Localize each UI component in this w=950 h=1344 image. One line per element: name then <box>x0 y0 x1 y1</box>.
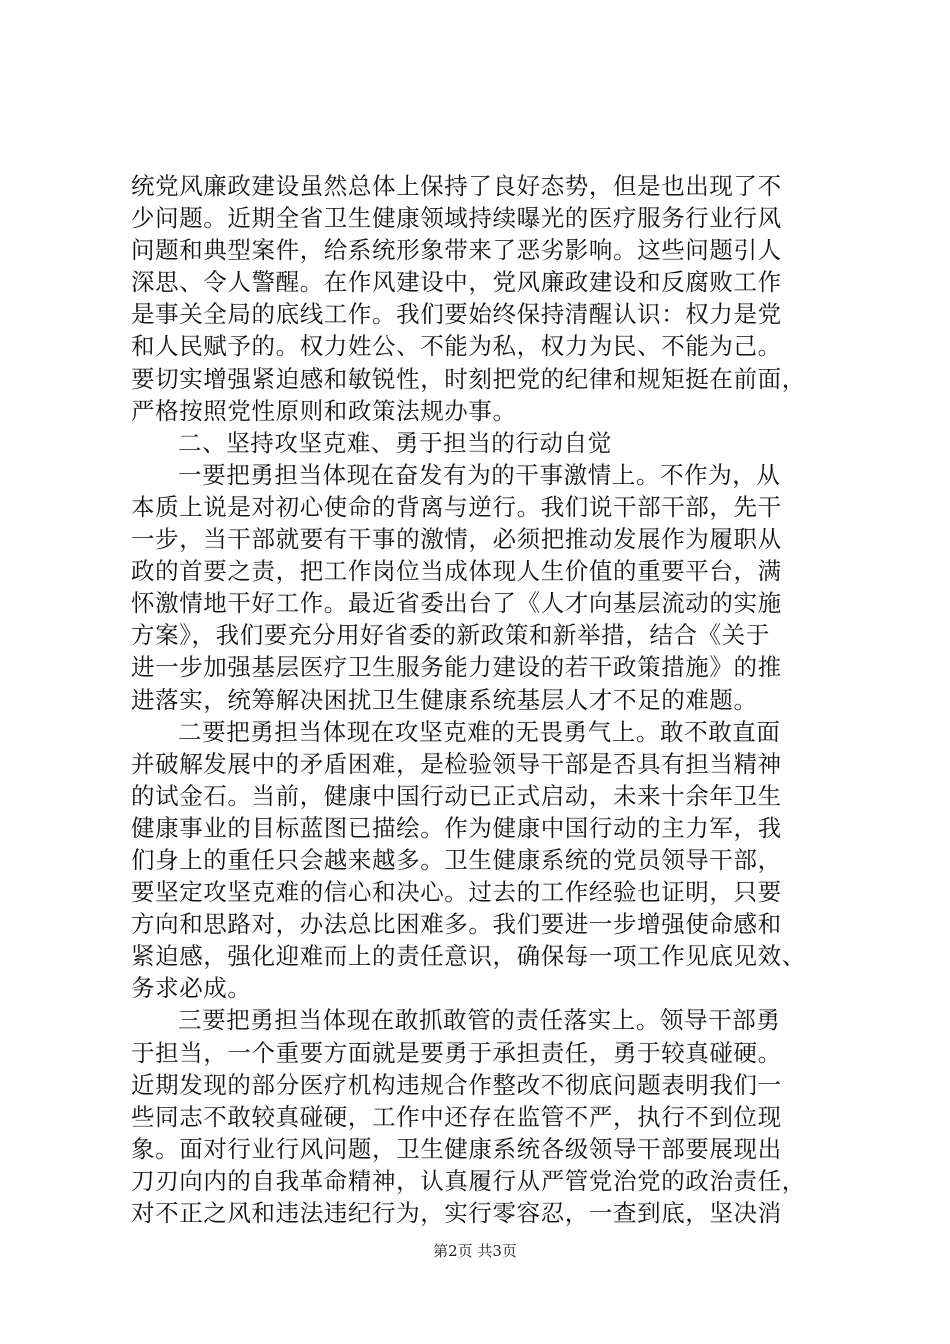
text-line: 进落实，统筹解决困扰卫生健康系统基层人才不足的难题。 <box>131 685 758 714</box>
text-line: 刀刃向内的自我革命精神，认真履行从严管党治党的政治责任， <box>131 1166 806 1195</box>
text-line: 象。面对行业行风问题，卫生健康系统各级领导干部要展现出 <box>131 1134 782 1163</box>
text-line: 方案》，我们要充分用好省委的新政策和新举措，结合《关于 <box>131 621 770 650</box>
text-line: 的试金石。当前，健康中国行动已正式启动，未来十余年卫生 <box>131 781 782 810</box>
text-line: 健康事业的目标蓝图已描绘。作为健康中国行动的主力军，我 <box>131 813 782 842</box>
text-line: 一要把勇担当体现在奋发有为的干事激情上。不作为，从 <box>178 460 781 489</box>
text-line: 怀激情地干好工作。最近省委出台了《人才向基层流动的实施 <box>131 589 782 618</box>
text-line: 对不正之风和违法违纪行为，实行零容忍，一查到底，坚决消 <box>131 1199 782 1227</box>
text-line: 问题和典型案件，给系统形象带来了恶劣影响。这些问题引人 <box>131 236 782 265</box>
text-line: 政的首要之责，把工作岗位当成体现人生价值的重要平台，满 <box>131 557 782 586</box>
text-line: 方向和思路对，办法总比困难多。我们要进一步增强使命感和 <box>131 910 782 939</box>
text-line: 近期发现的部分医疗机构违规合作整改不彻底问题表明我们一 <box>131 1070 782 1099</box>
text-line: 进一步加强基层医疗卫生服务能力建设的若干政策措施》的推 <box>131 653 782 682</box>
text-line: 紧迫感，强化迎难而上的责任意识，确保每一项工作见底见效、 <box>131 942 806 971</box>
text-line: 们身上的重任只会越来越多。卫生健康系统的党员领导干部， <box>131 845 782 874</box>
text-line: 二要把勇担当体现在攻坚克难的无畏勇气上。敢不敢直面 <box>178 717 781 746</box>
text-line: 二、坚持攻坚克难、勇于担当的行动自觉 <box>178 428 612 457</box>
text-line: 并破解发展中的矛盾困难，是检验领导干部是否具有担当精神 <box>131 749 782 778</box>
text-line: 和人民赋予的。权力姓公、不能为私，权力为民、不能为己。 <box>131 332 782 361</box>
text-line: 些同志不敢较真碰硬，工作中还存在监管不严，执行不到位现 <box>131 1102 782 1131</box>
text-line: 严格按照党性原则和政策法规办事。 <box>131 396 517 425</box>
text-line: 要切实增强紧迫感和敏锐性，时刻把党的纪律和规矩挺在前面， <box>131 364 806 393</box>
text-line: 是事关全局的底线工作。我们要始终保持清醒认识：权力是党 <box>131 300 782 329</box>
text-line: 本质上说是对初心使命的背离与逆行。我们说干部干部，先干 <box>131 492 782 521</box>
text-line: 一步，当干部就要有干事的激情，必须把推动发展作为履职从 <box>131 525 782 554</box>
page-footer: 第2页 共3页 <box>433 1242 517 1260</box>
text-line: 深思、令人警醒。在作风建设中，党风廉政建设和反腐败工作 <box>131 268 782 297</box>
text-line: 少问题。近期全省卫生健康领域持续曝光的医疗服务行业行风 <box>131 204 782 233</box>
text-line: 要坚定攻坚克难的信心和决心。过去的工作经验也证明，只要 <box>131 878 782 907</box>
text-line: 于担当，一个重要方面就是要勇于承担责任，勇于较真碰硬。 <box>131 1038 782 1067</box>
body-text <box>131 170 831 1229</box>
text-line: 统党风廉政建设虽然总体上保持了良好态势，但是也出现了不 <box>131 172 782 200</box>
text-line: 务求必成。 <box>131 974 252 1003</box>
text-line: 三要把勇担当体现在敢抓敢管的责任落实上。领导干部勇 <box>178 1006 781 1035</box>
